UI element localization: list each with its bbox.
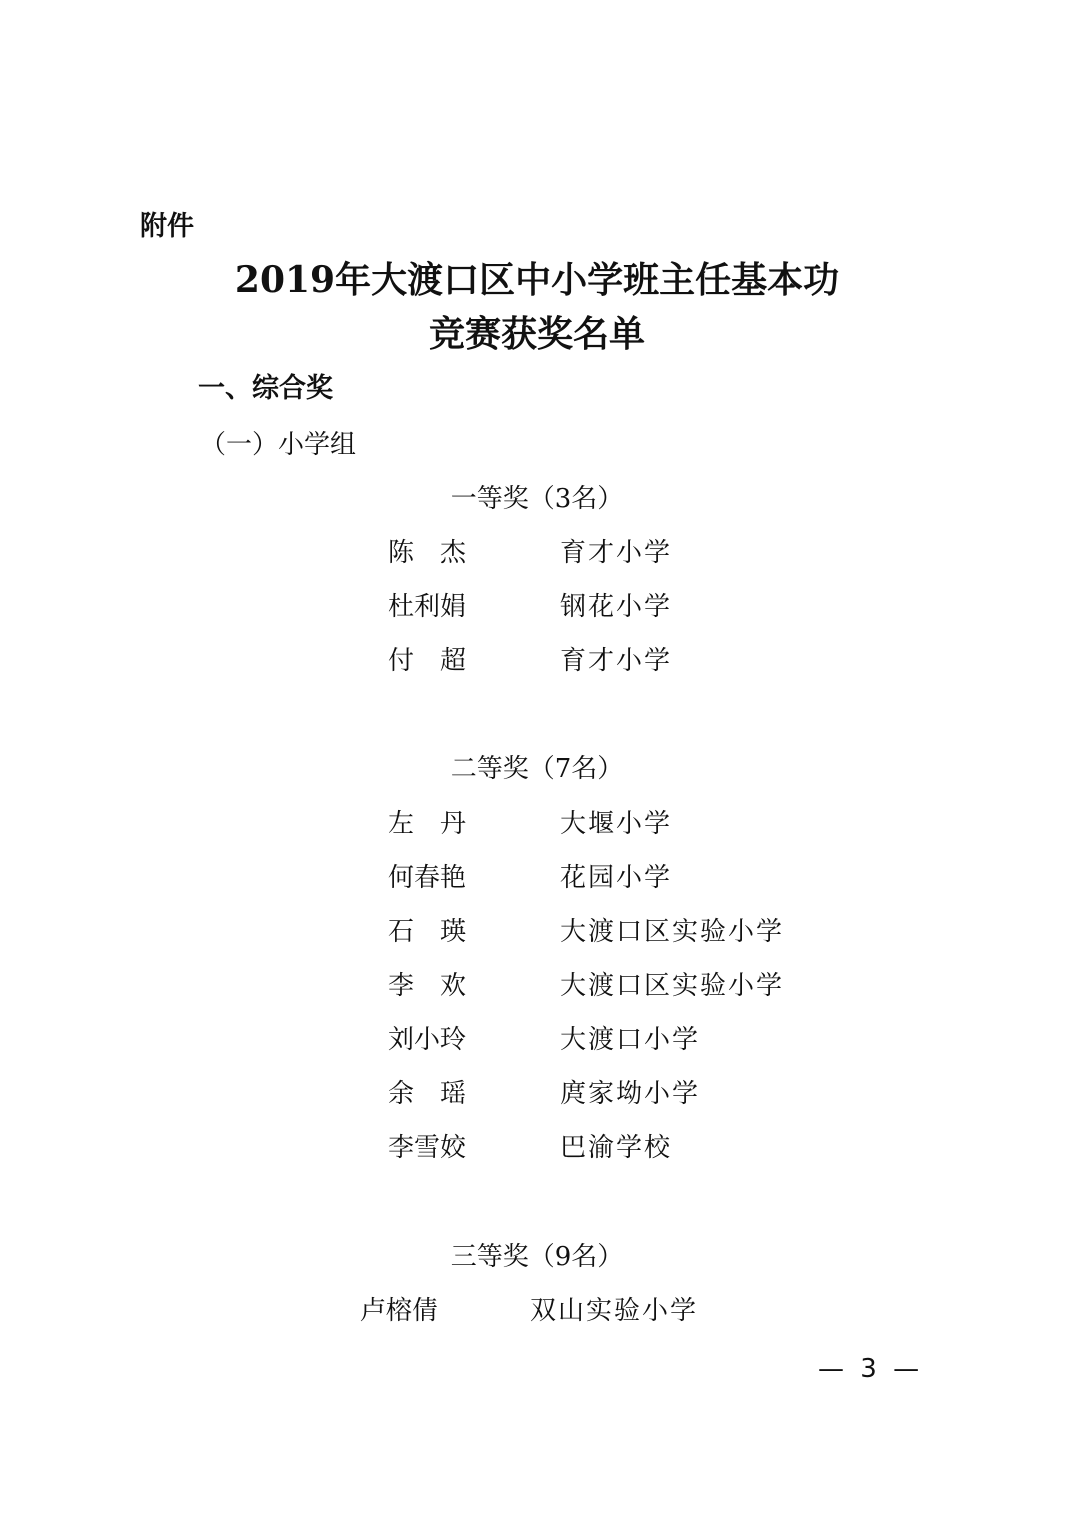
winner-name: 余 瑶 xyxy=(388,1079,467,1109)
winner-name: 付 超 xyxy=(388,646,467,676)
winner-school: 育才小学 xyxy=(560,646,673,676)
winner-name: 李雪姣 xyxy=(388,1133,467,1163)
winner-school: 巴渝学校 xyxy=(560,1133,673,1163)
winner-name: 刘小玲 xyxy=(388,1025,467,1055)
winner-name: 石 瑛 xyxy=(388,917,467,947)
page-title-line-2: 竞赛获奖名单 xyxy=(428,313,645,355)
attachment-label: 附件 xyxy=(140,211,194,242)
winner-school: 庹家坳小学 xyxy=(560,1079,701,1109)
winner-school: 大渡口区实验小学 xyxy=(560,917,785,947)
winner-name: 左 丹 xyxy=(388,809,467,839)
winner-name: 李 欢 xyxy=(388,971,467,1001)
winner-name: 杜利娟 xyxy=(388,592,467,622)
winner-name: 陈 杰 xyxy=(388,538,467,568)
winner-school: 大渡口区实验小学 xyxy=(560,971,785,1001)
winner-name: 卢榕倩 xyxy=(360,1296,439,1326)
winner-school: 花园小学 xyxy=(560,863,673,893)
winner-school: 钢花小学 xyxy=(560,592,673,622)
page-number: — 3 — xyxy=(818,1354,924,1384)
winner-school: 育才小学 xyxy=(560,538,673,568)
winner-school: 大堰小学 xyxy=(560,809,673,839)
award-heading-third: 三等奖（9名） xyxy=(450,1242,624,1272)
award-heading-first: 一等奖（3名） xyxy=(450,484,624,514)
section-heading: 一、综合奖 xyxy=(198,373,333,404)
award-heading-second: 二等奖（7名） xyxy=(450,754,624,784)
winner-name: 何春艳 xyxy=(388,863,467,893)
winner-school: 双山实验小学 xyxy=(530,1296,699,1326)
subsection-heading: （一）小学组 xyxy=(200,430,357,460)
page-title-line-1: 2019年大渡口区中小学班主任基本功 xyxy=(234,259,840,301)
winner-school: 大渡口小学 xyxy=(560,1025,701,1055)
